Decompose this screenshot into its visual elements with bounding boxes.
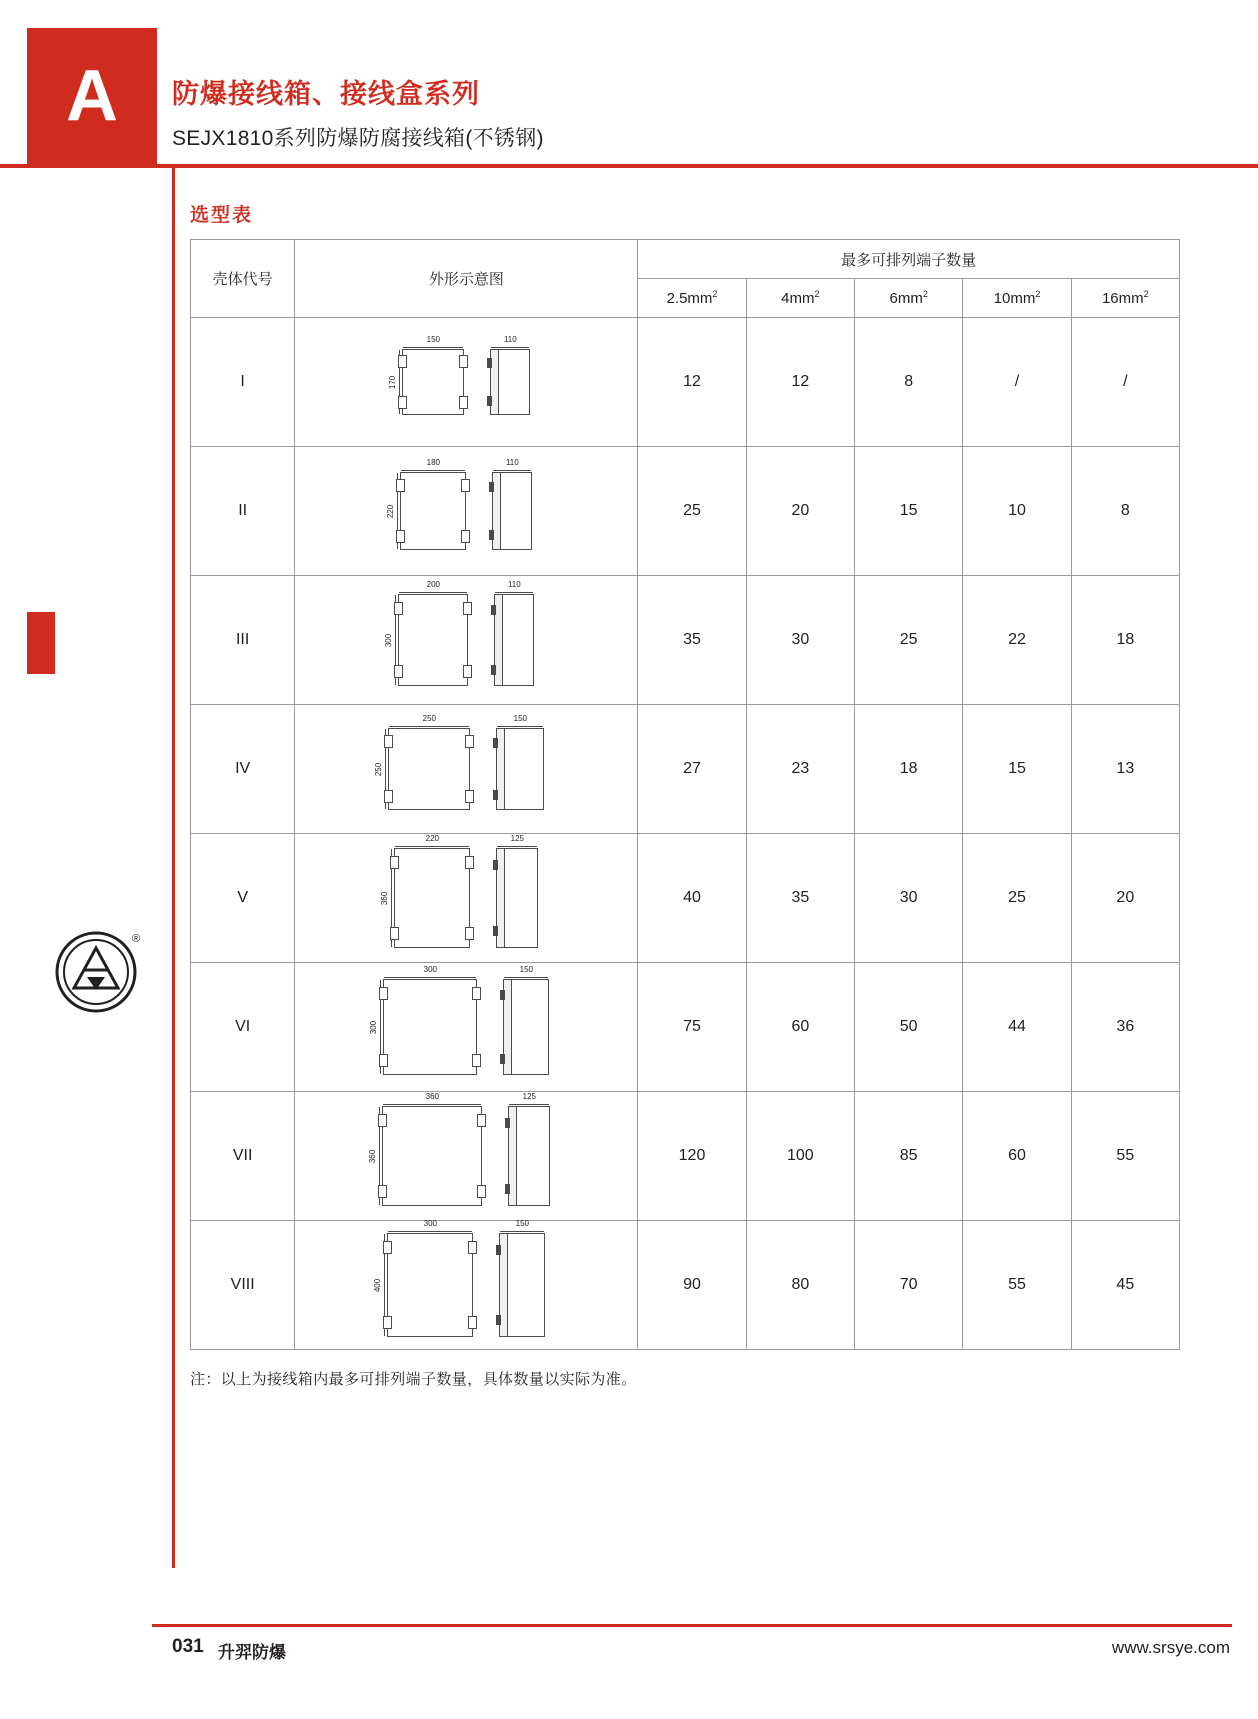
row-count-16: 55 bbox=[1071, 1092, 1179, 1221]
th-size-2_5 bbox=[638, 279, 746, 318]
front-width-dim: 220 bbox=[395, 834, 469, 844]
row-count-6: 8 bbox=[855, 318, 963, 447]
front-height-dim: 250 bbox=[373, 729, 383, 809]
th-shape: 外形示意图 bbox=[295, 240, 638, 318]
front-width-dim: 250 bbox=[389, 714, 469, 724]
side-view-drawing bbox=[490, 335, 530, 415]
row-code: VII bbox=[191, 1092, 295, 1221]
row-drawing bbox=[295, 576, 638, 705]
row-count-10: / bbox=[963, 318, 1071, 447]
th-size-6-value: 6mm bbox=[889, 290, 923, 307]
side-view-drawing bbox=[496, 714, 544, 810]
th-size-10 bbox=[963, 279, 1071, 318]
row-count-16: / bbox=[1071, 318, 1179, 447]
side-view-drawing bbox=[503, 965, 549, 1075]
table-row bbox=[191, 447, 1180, 576]
side-view-drawing bbox=[496, 834, 538, 948]
row-count-6: 18 bbox=[855, 705, 963, 834]
table-row bbox=[191, 1221, 1180, 1350]
th-size-16-sup: 2 bbox=[1143, 289, 1149, 299]
row-count-4: 60 bbox=[746, 963, 854, 1092]
front-width-dim: 200 bbox=[399, 580, 467, 590]
table-row bbox=[191, 963, 1180, 1092]
row-drawing bbox=[295, 447, 638, 576]
selection-table bbox=[190, 239, 1180, 1350]
side-view-drawing bbox=[492, 458, 532, 550]
th-size-6 bbox=[855, 279, 963, 318]
section-letter: A bbox=[66, 56, 118, 136]
row-code: VI bbox=[191, 963, 295, 1092]
page-number: 031 bbox=[172, 1636, 204, 1657]
row-count-16: 36 bbox=[1071, 963, 1179, 1092]
row-count-2_5: 35 bbox=[638, 576, 746, 705]
row-count-10: 25 bbox=[963, 834, 1071, 963]
table-note: 注：以上为接线箱内最多可排列端子数量，具体数量以实际为准。 bbox=[190, 1371, 637, 1388]
front-view-drawing bbox=[385, 458, 466, 550]
table-row bbox=[191, 834, 1180, 963]
row-count-4: 80 bbox=[746, 1221, 854, 1350]
front-height-dim: 400 bbox=[372, 1234, 382, 1336]
page-title: 防爆接线箱、接线盒系列 bbox=[172, 79, 480, 109]
front-width-dim: 180 bbox=[401, 458, 465, 468]
row-count-2_5: 75 bbox=[638, 963, 746, 1092]
row-code: VIII bbox=[191, 1221, 295, 1350]
row-count-4: 30 bbox=[746, 576, 854, 705]
row-count-10: 55 bbox=[963, 1221, 1071, 1350]
front-height-dim: 220 bbox=[385, 473, 395, 549]
row-code: III bbox=[191, 576, 295, 705]
row-count-16: 18 bbox=[1071, 576, 1179, 705]
content-area bbox=[190, 200, 1180, 1389]
front-height-dim: 360 bbox=[379, 849, 389, 947]
side-view-drawing bbox=[508, 1092, 550, 1206]
side-width-dim: 150 bbox=[504, 965, 548, 975]
th-size-2_5-sup: 2 bbox=[712, 289, 718, 299]
left-rail bbox=[27, 168, 55, 1558]
front-width-dim: 150 bbox=[403, 335, 463, 345]
row-count-16: 13 bbox=[1071, 705, 1179, 834]
th-group: 最多可排列端子数量 bbox=[638, 240, 1180, 279]
row-drawing bbox=[295, 834, 638, 963]
row-count-2_5: 25 bbox=[638, 447, 746, 576]
front-view-drawing bbox=[372, 1219, 473, 1337]
row-count-16: 8 bbox=[1071, 447, 1179, 576]
side-width-dim: 110 bbox=[491, 335, 529, 345]
th-size-16-value: 16mm bbox=[1101, 290, 1144, 307]
row-code: I bbox=[191, 318, 295, 447]
front-view-drawing bbox=[373, 714, 470, 810]
row-count-4: 23 bbox=[746, 705, 854, 834]
th-size-4-sup: 2 bbox=[814, 289, 820, 299]
row-drawing bbox=[295, 1221, 638, 1350]
front-view-drawing bbox=[383, 580, 468, 686]
front-view-drawing bbox=[387, 335, 464, 415]
side-width-dim: 110 bbox=[495, 580, 533, 590]
row-drawing bbox=[295, 963, 638, 1092]
front-view-drawing bbox=[379, 834, 470, 948]
row-count-6: 15 bbox=[855, 447, 963, 576]
side-width-dim: 150 bbox=[500, 1219, 544, 1229]
row-count-16: 45 bbox=[1071, 1221, 1179, 1350]
front-height-dim: 300 bbox=[368, 980, 378, 1074]
th-size-2_5-value: 2.5mm bbox=[666, 290, 713, 307]
row-count-6: 85 bbox=[855, 1092, 963, 1221]
row-count-2_5: 12 bbox=[638, 318, 746, 447]
section-tab-marker bbox=[27, 612, 55, 674]
footer-website: www.srsye.com bbox=[1111, 1638, 1230, 1657]
th-code: 壳体代号 bbox=[191, 240, 295, 318]
front-height-dim: 300 bbox=[383, 595, 393, 685]
side-view-drawing bbox=[499, 1219, 545, 1337]
row-count-2_5: 27 bbox=[638, 705, 746, 834]
front-width-dim: 300 bbox=[388, 1219, 472, 1229]
table-row bbox=[191, 318, 1180, 447]
th-size-16 bbox=[1071, 279, 1179, 318]
table-row bbox=[191, 1092, 1180, 1221]
front-view-drawing bbox=[367, 1092, 482, 1206]
row-code: II bbox=[191, 447, 295, 576]
row-count-2_5: 120 bbox=[638, 1092, 746, 1221]
row-count-10: 10 bbox=[963, 447, 1071, 576]
table-row bbox=[191, 576, 1180, 705]
row-drawing bbox=[295, 318, 638, 447]
row-count-10: 44 bbox=[963, 963, 1071, 1092]
front-width-dim: 360 bbox=[383, 1092, 481, 1102]
page-header bbox=[0, 0, 1258, 168]
row-count-6: 70 bbox=[855, 1221, 963, 1350]
side-width-dim: 150 bbox=[497, 714, 543, 724]
front-height-dim: 360 bbox=[367, 1107, 377, 1205]
row-count-2_5: 90 bbox=[638, 1221, 746, 1350]
row-code: V bbox=[191, 834, 295, 963]
row-count-4: 20 bbox=[746, 447, 854, 576]
th-size-4-value: 4mm bbox=[781, 290, 815, 307]
row-count-4: 12 bbox=[746, 318, 854, 447]
row-drawing bbox=[295, 1092, 638, 1221]
side-width-dim: 125 bbox=[497, 834, 537, 844]
header-divider bbox=[0, 164, 1258, 168]
row-code: IV bbox=[191, 705, 295, 834]
th-size-6-sup: 2 bbox=[922, 289, 928, 299]
side-view-drawing bbox=[494, 580, 534, 686]
front-width-dim: 300 bbox=[384, 965, 476, 975]
selection-table-body bbox=[191, 318, 1180, 1350]
row-count-10: 22 bbox=[963, 576, 1071, 705]
section-title: 选型表 bbox=[190, 205, 254, 226]
th-size-4 bbox=[746, 279, 854, 318]
page-subtitle: SEJX1810系列防爆防腐接线箱(不锈钢) bbox=[172, 127, 544, 150]
row-drawing bbox=[295, 705, 638, 834]
row-count-6: 25 bbox=[855, 576, 963, 705]
footer-brand: 升羿防爆 bbox=[218, 1643, 286, 1662]
footer-divider bbox=[152, 1624, 1232, 1627]
row-count-16: 20 bbox=[1071, 834, 1179, 963]
row-count-10: 60 bbox=[963, 1092, 1071, 1221]
row-count-4: 100 bbox=[746, 1092, 854, 1221]
row-count-10: 15 bbox=[963, 705, 1071, 834]
left-vertical-rule bbox=[172, 168, 175, 1568]
row-count-6: 30 bbox=[855, 834, 963, 963]
company-logo-icon bbox=[54, 930, 141, 1014]
th-size-10-value: 10mm bbox=[993, 290, 1036, 307]
side-width-dim: 110 bbox=[493, 458, 531, 468]
row-count-4: 35 bbox=[746, 834, 854, 963]
table-row bbox=[191, 705, 1180, 834]
front-view-drawing bbox=[368, 965, 477, 1075]
front-height-dim: 170 bbox=[387, 350, 397, 414]
th-size-10-sup: 2 bbox=[1035, 289, 1041, 299]
row-count-6: 50 bbox=[855, 963, 963, 1092]
side-width-dim: 125 bbox=[509, 1092, 549, 1102]
registered-mark-icon: ® bbox=[132, 933, 141, 945]
row-count-2_5: 40 bbox=[638, 834, 746, 963]
